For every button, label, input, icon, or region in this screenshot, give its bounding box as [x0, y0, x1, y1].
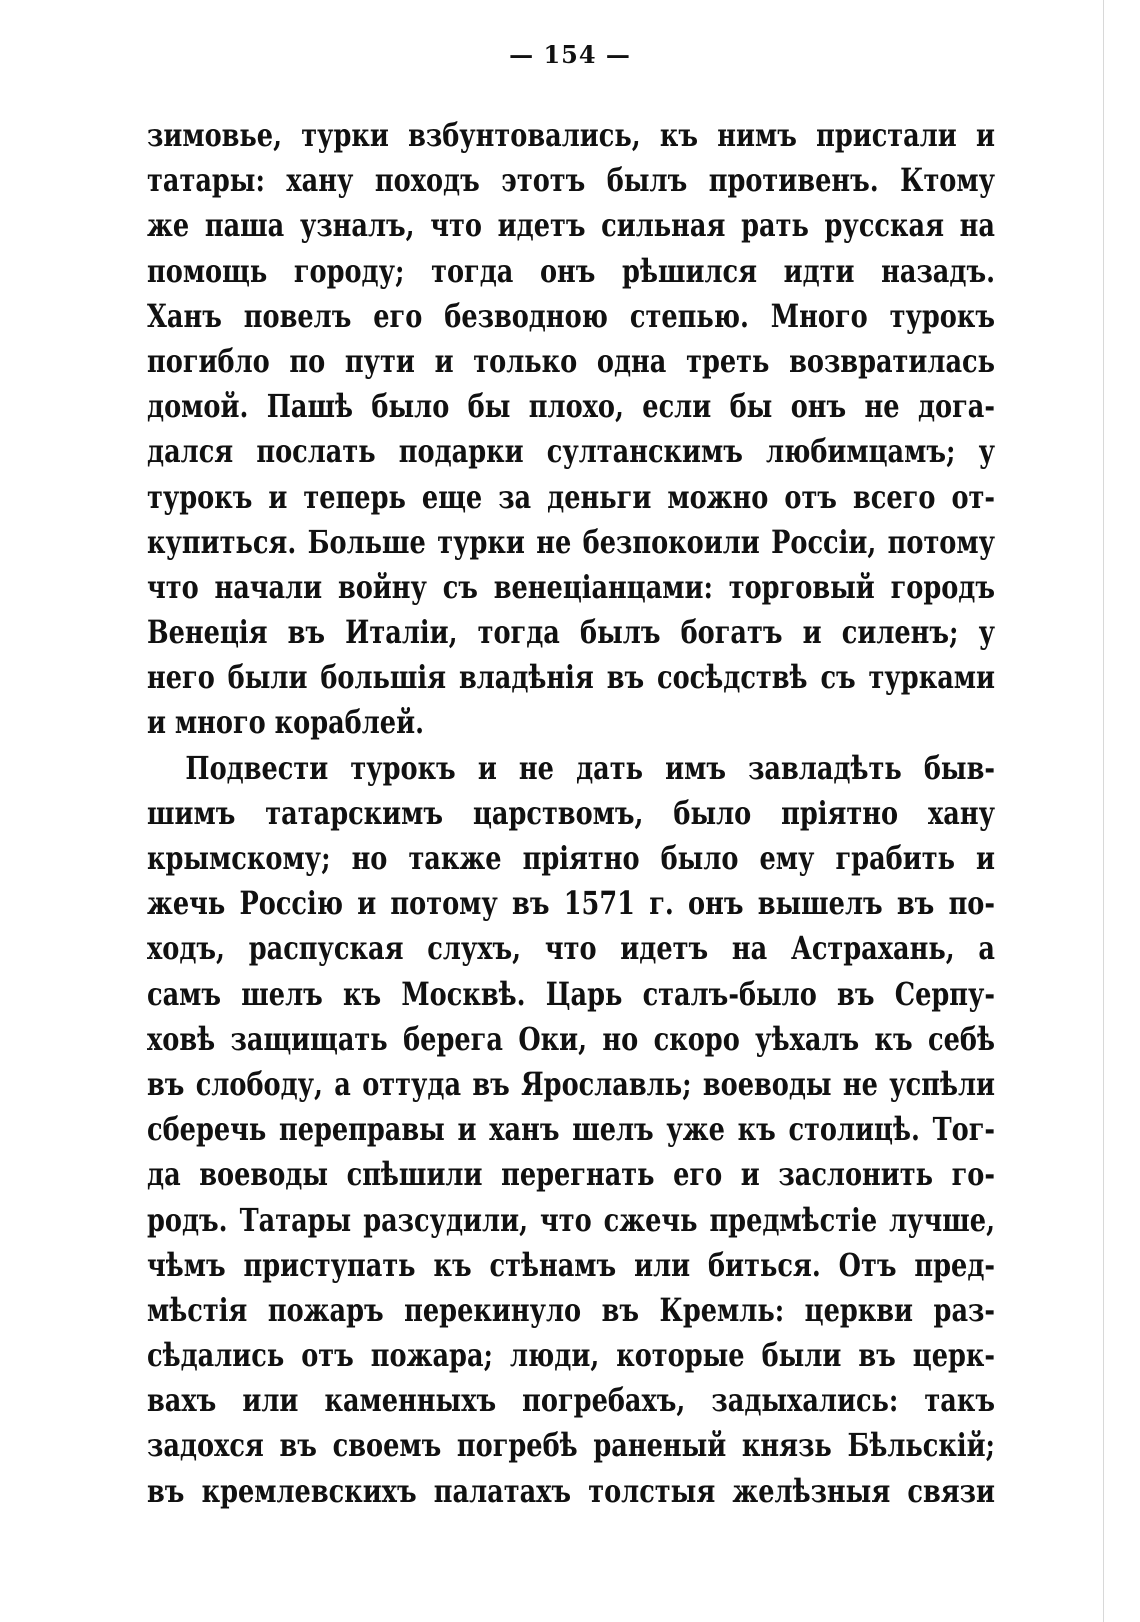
text-line: крымскому; но также пріятно было ему грабить и	[147, 839, 995, 877]
text-line: да воеводы спѣшили перегнать его и заслонить го-	[147, 1155, 995, 1194]
text-line: вахъ или каменныхъ погребахъ, задыхались: такъ	[147, 1381, 995, 1420]
text-line: зимовье, турки взбунтовались, къ нимъ пристали и	[147, 116, 995, 154]
text-line: родъ. Татары разсудили, что сжечь предмѣстіе лучше,	[147, 1200, 995, 1239]
text-line: Венеція въ Италіи, тогда былъ богатъ и силенъ; у	[147, 613, 995, 652]
body-text	[147, 113, 995, 1514]
text-line: въ слободу, а оттуда въ Ярославль; воеводы не успѣли	[147, 1064, 995, 1103]
text-line: сберечь переправы и ханъ шелъ уже къ столицѣ. Тог-	[147, 1110, 995, 1149]
text-line: задохся въ своемъ погребѣ раненый князь Бѣльскій;	[147, 1426, 995, 1465]
page-number: — 154 —	[509, 40, 631, 69]
text-line: сѣдались отъ пожара; люди, которые были въ церк-	[147, 1336, 995, 1375]
text-line: турокъ и теперь еще за деньги можно отъ всего от-	[147, 477, 995, 516]
text-line: же паша узналъ, что идетъ сильная рать русская на	[147, 206, 995, 245]
text-line: чѣмъ приступать къ стѣнамъ или биться. Отъ пред-	[147, 1245, 995, 1284]
text-line: Ханъ повелъ его безводною степью. Много турокъ	[147, 296, 995, 335]
paragraph-end-line: и много кораблей.	[147, 703, 424, 742]
text-line: что начали войну съ венеціанцами: торговый городъ	[147, 567, 995, 606]
text-line: ховѣ защищать берега Оки, но скоро уѣхалъ къ себѣ	[147, 1019, 995, 1058]
paragraph-start-line: Подвести турокъ и не дать имъ завладѣть быв-	[185, 748, 995, 787]
text-line: самъ шелъ къ Москвѣ. Царь сталъ-было въ Серпу-	[147, 974, 995, 1013]
text-line: помощь городу; тогда онъ рѣшился идти назадъ.	[147, 251, 995, 290]
text-line: въ кремлевскихъ палатахъ толстыя желѣзныя связи	[147, 1471, 995, 1510]
text-line: дался послать подарки султанскимъ любимцамъ; у	[147, 432, 995, 471]
text-line: него были большія владѣнія въ сосѣдствѣ съ турками	[147, 658, 995, 697]
text-line: жечь Россію и потому въ 1571 г. онъ вышелъ въ по-	[147, 884, 995, 923]
text-line: домой. Пашѣ было бы плохо, если бы онъ не дога-	[147, 387, 995, 426]
text-line: мѣстія пожаръ перекинуло въ Кремль: церкви раз-	[147, 1290, 995, 1329]
text-line: шимъ татарскимъ царствомъ, было пріятно хану	[147, 793, 995, 832]
page-edge-divider	[1103, 0, 1104, 1622]
text-line: татары: хану походъ этотъ былъ противенъ. Ктому	[147, 161, 995, 200]
text-line: погибло по пути и только одна треть возвратилась	[147, 341, 995, 380]
text-line: ходъ, распуская слухъ, что идетъ на Астрахань, а	[147, 929, 995, 968]
text-line: купиться. Больше турки не безпокоили Россіи, потому	[147, 522, 995, 561]
